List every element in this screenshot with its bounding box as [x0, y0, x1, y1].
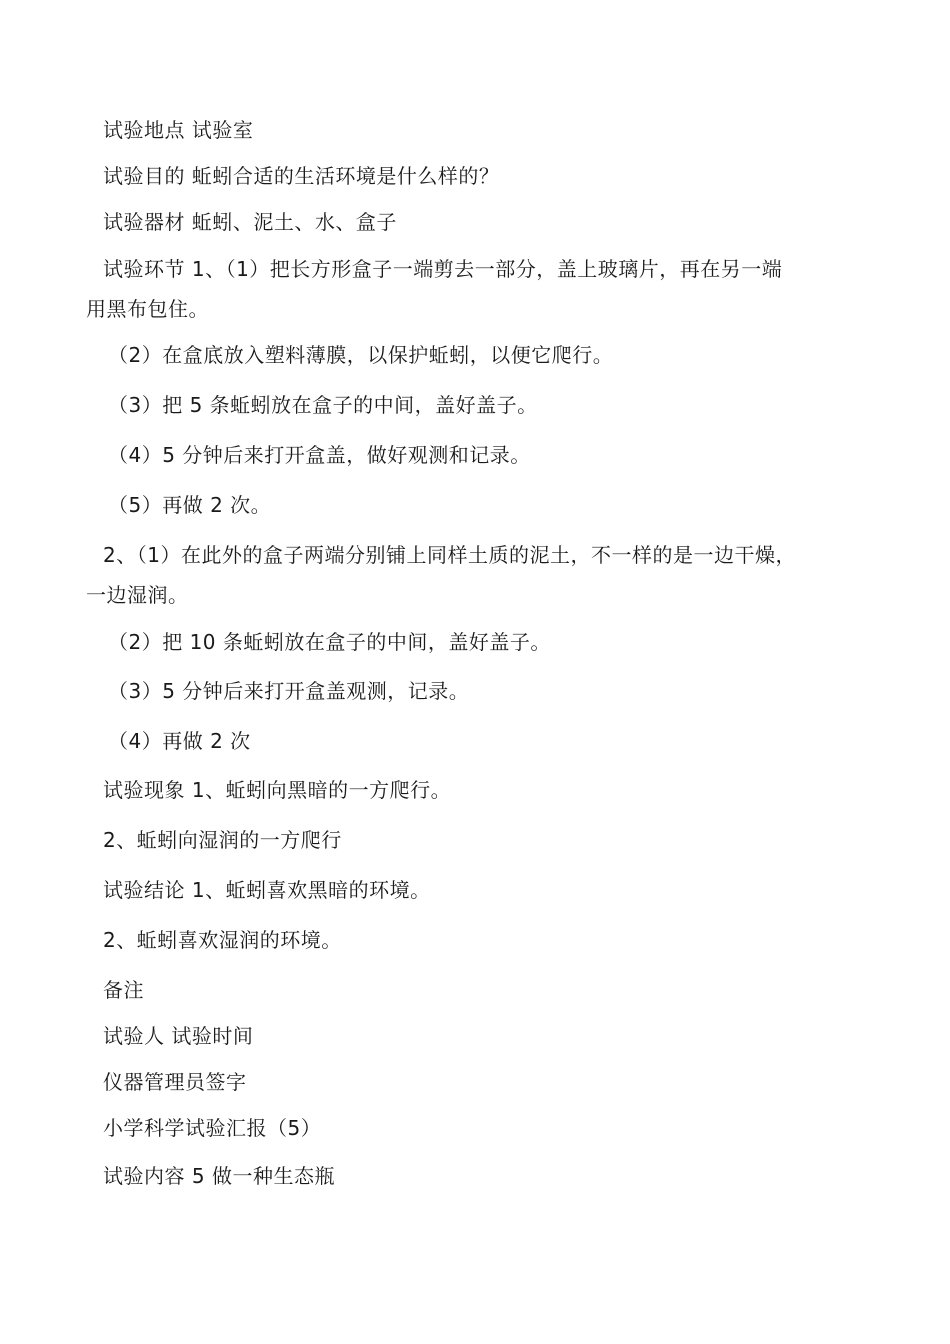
experiment-phenomenon-line: 试验现象 1、蚯蚓向黑暗的一方爬行。: [103, 778, 452, 802]
experiment-conclusion-line: 试验结论 1、蚯蚓喜欢黑暗的环境。: [103, 878, 431, 902]
step-2-4-line: （4）再做 2 次: [108, 729, 251, 753]
step-1-4-line: （4）5 分钟后来打开盒盖，做好观测和记录。: [108, 443, 531, 467]
step-2-continuation-line: 一边湿润。: [86, 583, 189, 607]
step-1-3-line: （3）把 5 条蚯蚓放在盒子的中间，盖好盖子。: [108, 393, 538, 417]
remarks-line: 备注: [103, 978, 144, 1002]
step-1-5-line: （5）再做 2 次。: [108, 493, 272, 517]
step-2-2-line: （2）把 10 条蚯蚓放在盒子的中间，盖好盖子。: [108, 630, 551, 654]
report-title-line: 小学科学试验汇报（5）: [103, 1116, 322, 1140]
experiment-location-line: 试验地点 试验室: [103, 118, 254, 142]
experimenter-time-line: 试验人 试验时间: [103, 1024, 254, 1048]
experiment-steps-line: 试验环节 1、（1）把长方形盒子一端剪去一部分，盖上玻璃片，再在另一端: [103, 257, 783, 281]
step-2-3-line: （3）5 分钟后来打开盒盖观测，记录。: [108, 679, 470, 703]
experiment-purpose-line: 试验目的 蚯蚓合适的生活环境是什么样的？: [103, 164, 500, 188]
instrument-manager-line: 仪器管理员签字: [103, 1070, 247, 1094]
phenomenon-2-line: 2、蚯蚓向湿润的一方爬行: [103, 828, 342, 852]
step-1-2-line: （2）在盒底放入塑料薄膜，以保护蚯蚓，以便它爬行。: [108, 343, 614, 367]
experiment-content-line: 试验内容 5 做一种生态瓶: [103, 1164, 335, 1188]
conclusion-2-line: 2、蚯蚓喜欢湿润的环境。: [103, 928, 342, 952]
steps-continuation-line: 用黑布包住。: [86, 297, 209, 321]
experiment-materials-line: 试验器材 蚯蚓、泥土、水、盒子: [103, 210, 397, 234]
step-2-1-line: 2、（1）在此外的盒子两端分别铺上同样土质的泥土，不一样的是一边干燥，: [103, 543, 796, 567]
